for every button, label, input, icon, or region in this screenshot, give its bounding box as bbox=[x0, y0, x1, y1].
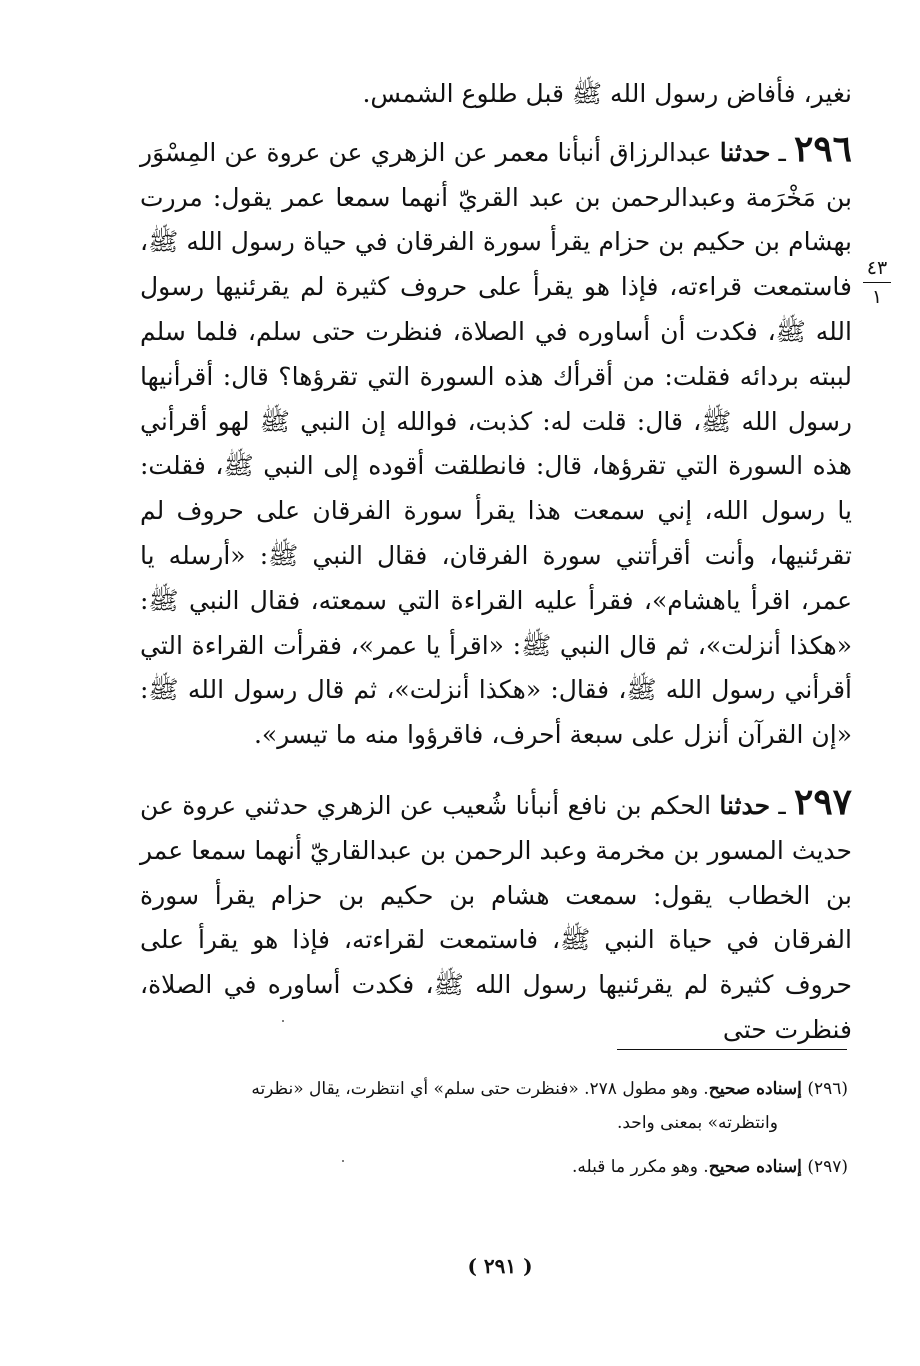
hadith-number: ٢٩٧ bbox=[793, 780, 852, 823]
footnote-296-continuation: وانتظرته» بمعنى واحد. bbox=[616, 1113, 778, 1133]
margin-reference-top: ٤٣ bbox=[866, 257, 888, 279]
footnote-number: (٢٩٦) bbox=[807, 1079, 848, 1099]
footnote-text: . وهو مكرر ما قبله. bbox=[571, 1157, 709, 1177]
hadith-297 bbox=[140, 780, 852, 1053]
hadith-lead-word: حدثنا bbox=[719, 137, 771, 167]
hadith-number: ٢٩٦ bbox=[794, 127, 853, 170]
footnote-separator bbox=[617, 1049, 847, 1050]
footnote-text: . وهو مطول ٢٧٨. «فنظرت حتى سلم» أي انتظرت، يقال «نظرته bbox=[251, 1079, 709, 1099]
footnotes bbox=[140, 1072, 848, 1184]
footnote-lead: إسناده صحيح bbox=[708, 1079, 802, 1099]
scan-speck bbox=[342, 1160, 344, 1162]
footnote-lead: إسناده صحيح bbox=[708, 1157, 802, 1177]
hadith-dash: ـ bbox=[770, 137, 794, 167]
page-number: ( ٢٩١ ) bbox=[467, 1254, 533, 1278]
margin-reference bbox=[855, 255, 899, 310]
hadith-text: الحكم بن نافع أنبأنا شُعيب عن الزهري حدثني عروة عن حديث المسور بن مخرمة وعبد الرحمن بن عبدالقاريّ أنهما سمعا عمر بن الخطاب يقول: سمعت هشام بن حكيم بن حزام يقرأ سورة الفرقان في حياة النبي ﷺ، فاستمعت لقراءته، فإذا هو يقرأ على حروف كثيرة لم يقرئنيها رسول الله ﷺ، فكدت أساوره في الصلاة، فنظرت حتى bbox=[140, 790, 853, 1044]
margin-reference-divider bbox=[863, 282, 891, 283]
hadith-lead-word: حدثنا bbox=[719, 790, 771, 820]
footnote-296 bbox=[140, 1072, 848, 1106]
footnote-number: (٢٩٧) bbox=[807, 1157, 848, 1177]
scan-speck bbox=[282, 1020, 284, 1022]
margin-reference-bottom: ١ bbox=[871, 286, 883, 308]
hadith-296 bbox=[140, 127, 852, 758]
main-text-block bbox=[140, 72, 852, 1053]
hadith-text: عبدالرزاق أنبأنا معمر عن الزهري عن عروة عن المِسْوَر بن مَخْرَمة وعبدالرحمن بن عبد القريّ أنهما سمعا عمر يقول: مررت بهشام بن حكيم بن حزام يقرأ سورة الفرقان في حياة رسول الله ﷺ، فاستمعت قراءته، فإذا هو يقرأ على حروف كثيرة لم يقرئنيها رسول الله ﷺ، فكدت أن أساوره في الصلاة، فنظرت حتى سلم، فلما سلم لببته بردائه فقلت: من أقرأك هذه السورة التي تقرؤها؟ قال: أقرأنيها رسول الله ﷺ، قال: قلت له: كذبت، فوالله إن النبي ﷺ لهو أقرأني هذه السورة التي تقرؤها، قال: فانطلقت أقوده إلى النبي ﷺ، فقلت: يا رسول الله، إني سمعت هذا يقرأ سورة الفرقان على حروف لم تقرئنيها، وأنت أقرأتني سورة الفرقان، فقال النبي ﷺ: «أرسله يا عمر، اقرأ ياهشام»، فقرأ عليه القراءة التي سمعته، فقال النبي ﷺ: «هكذا أنزلت»، ثم قال النبي ﷺ: «اقرأ يا عمر»، فقرأت القراءة التي أقرأني رسول الله ﷺ، فقال: «هكذا أنزلت»، ثم قال رسول الله ﷺ: «إن القرآن أنزل على سبعة أحرف، فاقرؤوا منه ما تيسر». bbox=[140, 137, 852, 750]
footnote-297 bbox=[140, 1150, 848, 1184]
opening-line: نغير، فأفاض رسول الله ﷺ قبل طلوع الشمس. bbox=[362, 79, 852, 108]
hadith-dash: ـ bbox=[770, 790, 794, 820]
